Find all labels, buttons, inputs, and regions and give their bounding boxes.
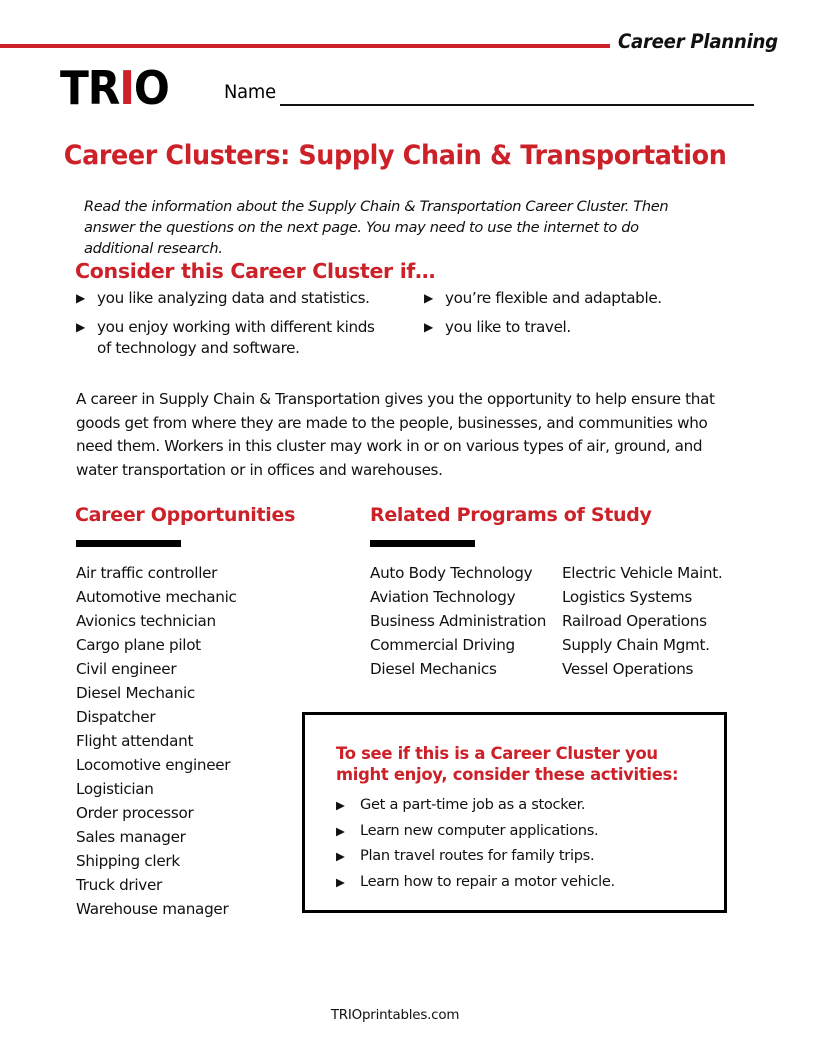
list-item: Dispatcher xyxy=(76,708,156,726)
trio-logo-part-o: O xyxy=(133,61,169,115)
triangle-bullet-icon: ▶ xyxy=(76,291,85,305)
activities-title: To see if this is a Career Cluster you might enjoy, consider these activities: xyxy=(336,744,679,784)
activities-list xyxy=(336,794,706,896)
careers-heading-underline-bar xyxy=(76,540,181,547)
list-item: Flight attendant xyxy=(76,732,194,750)
header-category-label: Career Planning xyxy=(618,30,778,53)
list-item: Aviation Technology xyxy=(370,588,516,606)
name-label: Name xyxy=(224,81,276,103)
list-item: Diesel Mechanic xyxy=(76,684,195,702)
list-item: Diesel Mechanics xyxy=(370,660,497,678)
list-item xyxy=(76,288,376,309)
programs-heading-underline-bar xyxy=(370,540,475,547)
list-item: Shipping clerk xyxy=(76,852,180,870)
triangle-bullet-icon: ▶ xyxy=(336,823,345,838)
list-item: Business Administration xyxy=(370,612,547,630)
list-item: Logistics Systems xyxy=(562,588,692,606)
name-input-line[interactable] xyxy=(280,104,754,106)
list-item: Vessel Operations xyxy=(562,660,694,678)
cluster-description-paragraph: A career in Supply Chain & Transportation gives you the opportunity to help ensure that goods get from where they are made to the people, businesses, and communities who need them. Workers in this cluster may work in or on various types of air, ground, and water transportation or in offices and warehouses. xyxy=(76,390,715,479)
list-item: Supply Chain Mgmt. xyxy=(562,636,710,654)
name-field-group[interactable] xyxy=(224,81,754,107)
list-item: Logistician xyxy=(76,780,154,798)
list-item: Air traffic controller xyxy=(76,564,218,582)
list-item: Automotive mechanic xyxy=(76,588,237,606)
list-item: Avionics technician xyxy=(76,612,216,630)
triangle-bullet-icon: ▶ xyxy=(336,798,345,812)
list-item: Sales manager xyxy=(76,828,186,846)
list-item: Auto Body Technology xyxy=(370,564,533,582)
triangle-bullet-icon: ▶ xyxy=(336,849,345,863)
programs-list-left xyxy=(370,561,560,681)
list-item xyxy=(424,317,724,338)
list-item: Locomotive engineer xyxy=(76,756,231,774)
list-item-label: Learn how to repair a motor vehicle. xyxy=(360,872,615,890)
list-item: Commercial Driving xyxy=(370,636,515,654)
list-item: Civil engineer xyxy=(76,660,177,678)
list-item xyxy=(336,794,706,816)
trio-logo-text xyxy=(60,61,169,115)
triangle-bullet-icon: ▶ xyxy=(424,320,433,334)
consider-heading: Consider this Career Cluster if… xyxy=(75,259,436,283)
list-item: Railroad Operations xyxy=(562,612,707,630)
list-item-label: Get a part-time job as a stocker. xyxy=(360,796,586,813)
list-item: Cargo plane pilot xyxy=(76,636,201,654)
list-item-label: you like analyzing data and statistics. xyxy=(97,289,370,307)
page-title-text: Career Clusters: Supply Chain & Transportation xyxy=(63,140,727,171)
list-item xyxy=(336,871,706,893)
consider-list-left xyxy=(76,288,376,367)
trio-logo-part-tr: TR xyxy=(60,61,120,115)
header-band xyxy=(0,30,816,63)
triangle-bullet-icon: ▶ xyxy=(336,874,345,889)
consider-list-right xyxy=(424,288,724,346)
triangle-bullet-icon: ▶ xyxy=(76,320,85,334)
list-item: Truck driver xyxy=(76,876,162,894)
list-item xyxy=(424,288,724,309)
programs-list-right xyxy=(562,561,762,681)
activities-callout-box xyxy=(302,712,727,913)
instructions-text: Read the information about the Supply Chain & Transportation Career Cluster. Then answer the questions on the next page. You may need to use the internet to do additional research. xyxy=(84,198,669,257)
triangle-bullet-icon: ▶ xyxy=(424,291,433,305)
list-item-label: Learn new computer applications. xyxy=(360,821,599,839)
trio-logo-part-i: I xyxy=(119,61,134,115)
programs-heading: Related Programs of Study xyxy=(370,504,652,526)
footer-site-label: TRIOprintables.com xyxy=(330,1008,460,1023)
list-item-label: you enjoy working with different kinds of technology and software. xyxy=(97,318,375,357)
list-item xyxy=(76,317,376,359)
list-item: Order processor xyxy=(76,804,194,822)
list-item xyxy=(336,845,706,867)
list-item xyxy=(336,820,706,842)
list-item-label: you like to travel. xyxy=(445,318,571,336)
list-item-label: you’re flexible and adaptable. xyxy=(445,289,662,307)
list-item: Electric Vehicle Maint. xyxy=(562,564,723,582)
header-red-rule xyxy=(0,44,610,48)
page-title xyxy=(0,140,790,171)
list-item-label: Plan travel routes for family trips. xyxy=(360,847,595,864)
list-item: Warehouse manager xyxy=(76,900,229,918)
trio-logo xyxy=(60,61,178,115)
careers-heading: Career Opportunities xyxy=(75,504,296,526)
